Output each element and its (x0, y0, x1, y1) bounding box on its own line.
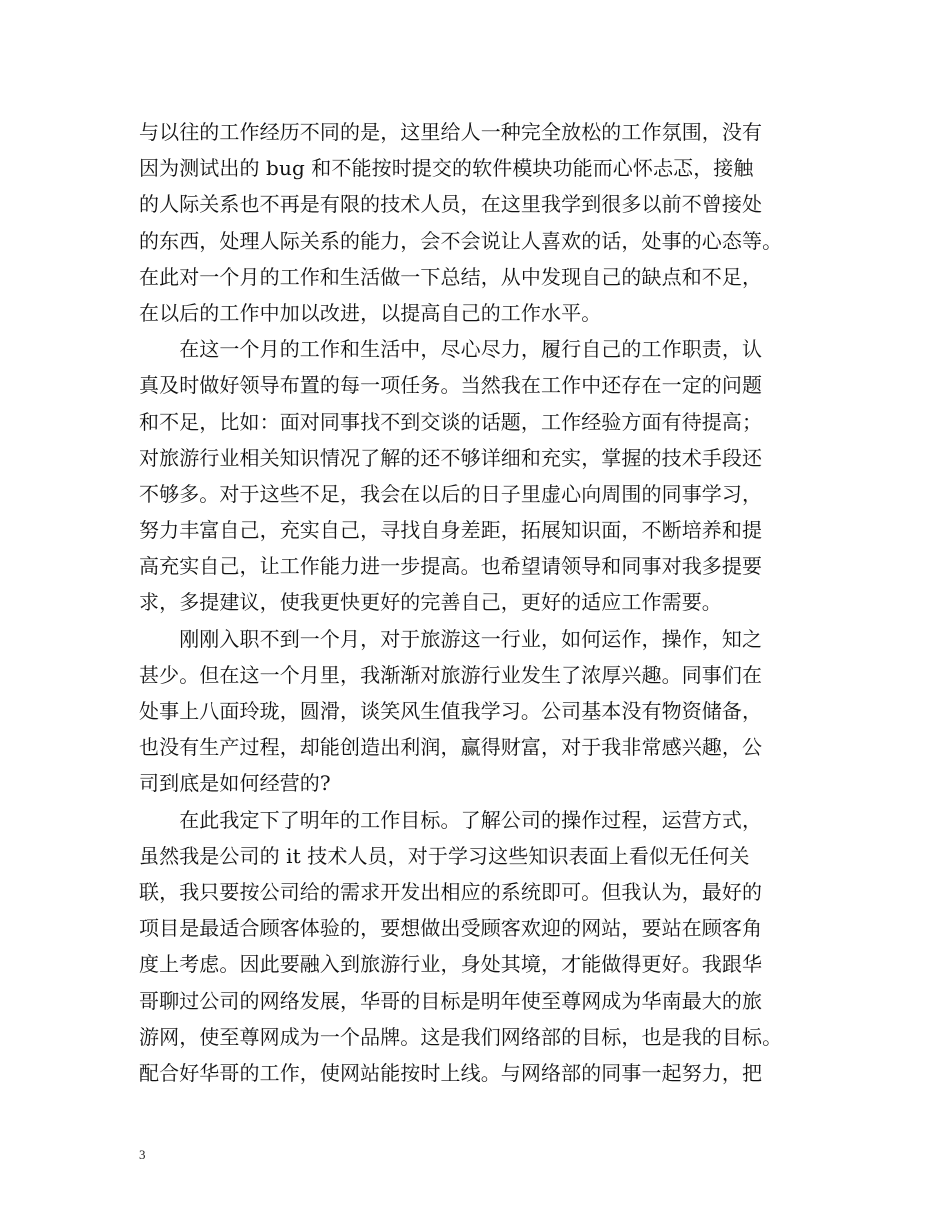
text-line: 在此对一个月的工作和生活做一下总结，从中发现自己的缺点和不足， (139, 264, 763, 289)
text-line: 甚少。但在这一个月里，我渐渐对旅游行业发生了浓厚兴趣。同事们在 (139, 662, 763, 687)
body-text (139, 114, 829, 1091)
text-line: 联，我只要按公司给的需求开发出相应的系统即可。但我认为，最好的 (139, 879, 763, 904)
text-line: 与以往的工作经历不同的是，这里给人一种完全放松的工作氛围，没有 (139, 120, 763, 144)
page-number: 3 (139, 1147, 146, 1162)
text-line: 努力丰富自己，充实自己，寻找自身差距，拓展知识面，不断培养和提 (139, 518, 763, 543)
text-line: 对旅游行业相关知识情况了解的还不够详细和充实，掌握的技术手段还 (139, 445, 763, 470)
text-line: 项目是最适合顾客体验的，要想做出受顾客欢迎的网站，要站在顾客角 (139, 916, 763, 941)
text-line: 刚刚入职不到一个月，对于旅游这一行业，如何运作，操作，知之 (139, 626, 763, 651)
text-line: 高充实自己，让工作能力进一步提高。也希望请领导和同事对我多提要 (139, 554, 763, 579)
text-line: 的东西，处理人际关系的能力，会不会说让人喜欢的话，处事的心态等。 (139, 228, 783, 253)
text-line: 哥聊过公司的网络发展，华哥的目标是明年使至尊网成为华南最大的旅 (139, 988, 763, 1013)
text-line: 在以后的工作中加以改进，以提高自己的工作水平。 (139, 300, 602, 325)
text-line: 在此我定下了明年的工作目标。了解公司的操作过程，运营方式， (139, 807, 763, 832)
text-line: 真及时做好领导布置的每一项任务。当然我在工作中还存在一定的问题 (139, 373, 763, 398)
text-line: 在这一个月的工作和生活中，尽心尽力，履行自己的工作职责，认 (139, 337, 763, 362)
text-line: 虽然我是公司的 it 技术人员，对于学习这些知识表面上看似无任何关 (139, 843, 750, 868)
text-line: 因为测试出的 bug 和不能按时提交的软件模块功能而心怀忐忑，接触 (139, 156, 754, 181)
text-line: 求，多提建议，使我更快更好的完善自己，更好的适应工作需要。 (139, 590, 722, 615)
text-line: 处事上八面玲珑，圆滑，谈笑风生值我学习。公司基本没有物资储备， (139, 699, 763, 723)
text-line: 司到底是如何经营的? (139, 771, 331, 796)
text-line: 和不足，比如：面对同事找不到交谈的话题，工作经验方面有待提高； (139, 409, 763, 434)
text-line: 游网，使至尊网成为一个品牌。这是我们网络部的目标，也是我的目标。 (139, 1024, 783, 1049)
text-line: 度上考虑。因此要融入到旅游行业，身处其境，才能做得更好。我跟华 (139, 952, 763, 977)
text-line: 也没有生产过程，却能创造出利润，赢得财富，对于我非常感兴趣，公 (139, 735, 763, 760)
text-line: 的人际关系也不再是有限的技术人员，在这里我学到很多以前不曾接处 (139, 192, 763, 217)
text-line: 不够多。对于这些不足，我会在以后的日子里虚心向周围的同事学习， (139, 481, 763, 506)
text-line: 配合好华哥的工作，使网站能按时上线。与网络部的同事一起努力，把 (139, 1060, 763, 1085)
